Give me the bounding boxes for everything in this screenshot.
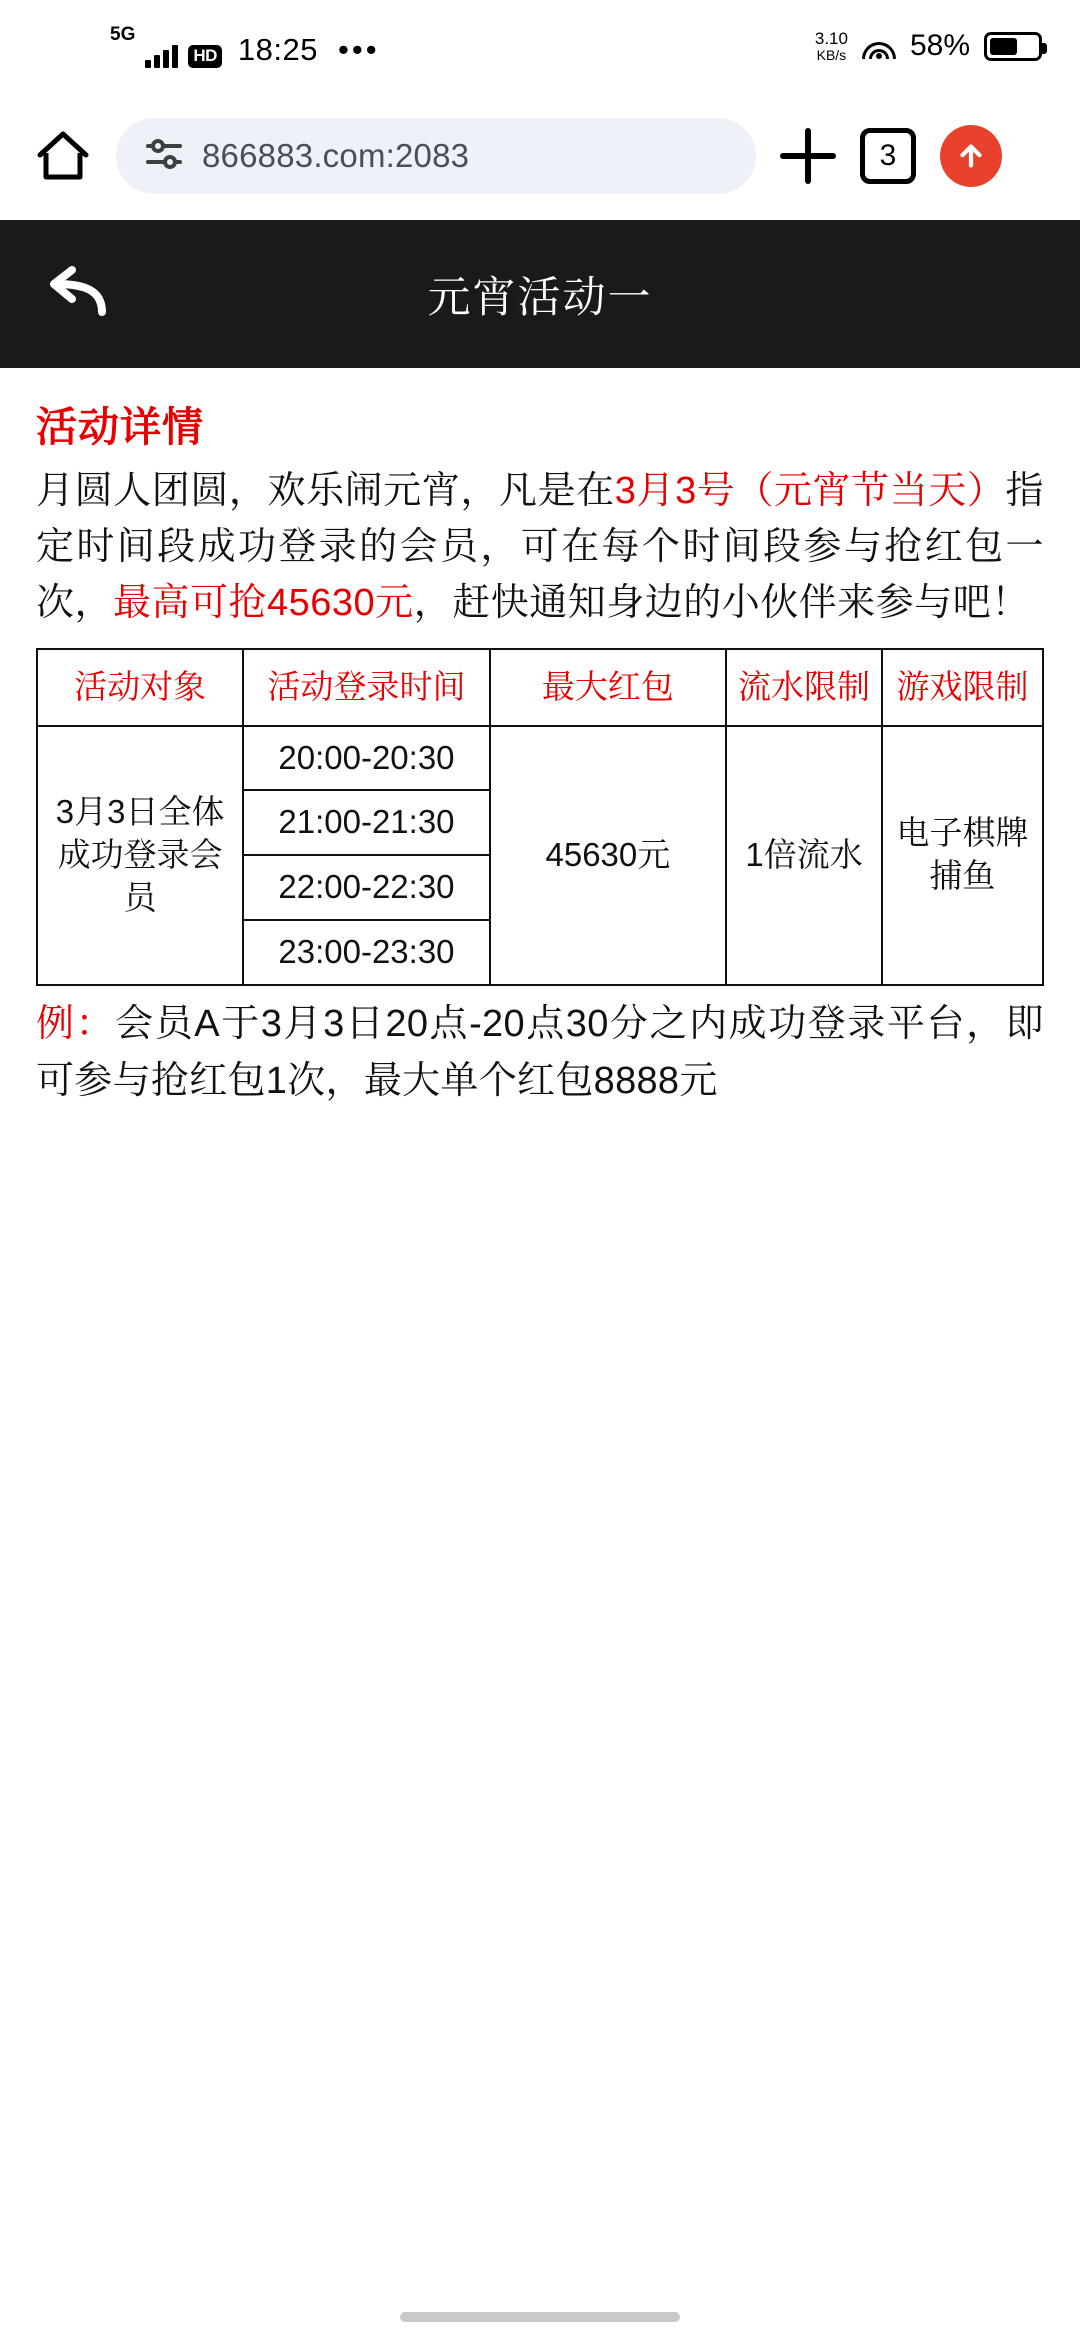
promo-content bbox=[0, 368, 1080, 1110]
intro-part-1: 月圆人团圆，欢乐闹元宵，凡是在 bbox=[36, 470, 615, 512]
intro-part-3: ，赶快通知身边的小伙伴来参与吧！ bbox=[413, 582, 1030, 625]
section-title: 活动详情 bbox=[36, 404, 204, 450]
column-header-max-bonus: 最大红包 bbox=[490, 649, 726, 726]
promo-table bbox=[36, 648, 1044, 986]
column-header-target: 活动对象 bbox=[37, 649, 243, 726]
intro-highlight-date: 3月3号（元宵节当天） bbox=[614, 470, 1006, 512]
column-header-time: 活动登录时间 bbox=[243, 649, 489, 726]
navigation-handle[interactable] bbox=[400, 2312, 680, 2322]
column-header-wager: 流水限制 bbox=[726, 649, 882, 726]
status-bar bbox=[0, 0, 1080, 92]
home-icon[interactable] bbox=[34, 127, 92, 185]
data-rate-indicator bbox=[815, 30, 848, 63]
cell-max-bonus: 45630元 bbox=[490, 726, 726, 986]
table-row bbox=[37, 726, 1043, 791]
wifi-icon bbox=[862, 33, 896, 59]
column-header-games: 游戏限制 bbox=[882, 649, 1043, 726]
address-bar[interactable] bbox=[116, 118, 756, 194]
url-text[interactable]: 866883.com:2083 bbox=[202, 137, 470, 174]
intro-part-2: 指定时间段成功登录的会员，可在每个时间段参与抢红包一次， bbox=[36, 470, 1044, 625]
promo-intro-paragraph bbox=[36, 463, 1044, 632]
cell-wager: 1倍流水 bbox=[726, 726, 882, 986]
intro-highlight-amount: 最高可抢45630元 bbox=[113, 582, 414, 625]
page-title: 元宵活动一 bbox=[427, 273, 653, 322]
cell-time-3: 22:00-22:30 bbox=[243, 855, 489, 920]
battery-percent-label: 58% bbox=[909, 29, 970, 62]
plus-icon[interactable] bbox=[780, 128, 836, 184]
data-rate-unit: KB/s bbox=[816, 46, 847, 63]
status-bar-left bbox=[110, 25, 380, 68]
data-rate-value: 3.10 bbox=[814, 28, 848, 48]
table-header-row bbox=[37, 649, 1043, 726]
cell-target: 3月3日全体成功登录会员 bbox=[37, 726, 243, 986]
upload-arrow-icon[interactable] bbox=[940, 125, 1002, 187]
page-header bbox=[0, 220, 1080, 368]
promo-example-paragraph bbox=[36, 996, 1044, 1110]
status-clock: 18:25 bbox=[237, 31, 318, 67]
cell-time-4: 23:00-23:30 bbox=[243, 920, 489, 985]
battery-icon bbox=[984, 32, 1042, 61]
tab-count-label: 3 bbox=[879, 139, 897, 172]
tab-switcher-button[interactable] bbox=[860, 128, 916, 184]
signal-strength-icon bbox=[145, 42, 178, 68]
cell-time-1: 20:00-20:30 bbox=[243, 726, 489, 791]
back-arrow-icon[interactable] bbox=[42, 266, 108, 322]
example-label: 例： bbox=[36, 1003, 116, 1046]
status-more-icon: ••• bbox=[338, 31, 380, 67]
site-settings-icon[interactable] bbox=[144, 134, 184, 179]
status-bar-right bbox=[815, 29, 1042, 63]
cell-games: 电子棋牌捕鱼 bbox=[882, 726, 1043, 986]
browser-toolbar bbox=[0, 92, 1080, 220]
example-text: 会员A于3月3日20点-20点30分之内成功登录平台，即可参与抢红包1次，最大单个红包8888元 bbox=[36, 1003, 1044, 1103]
cell-time-2: 21:00-21:30 bbox=[243, 790, 489, 855]
hd-icon: HD bbox=[188, 45, 222, 68]
network-type-label: 5G bbox=[110, 23, 136, 45]
